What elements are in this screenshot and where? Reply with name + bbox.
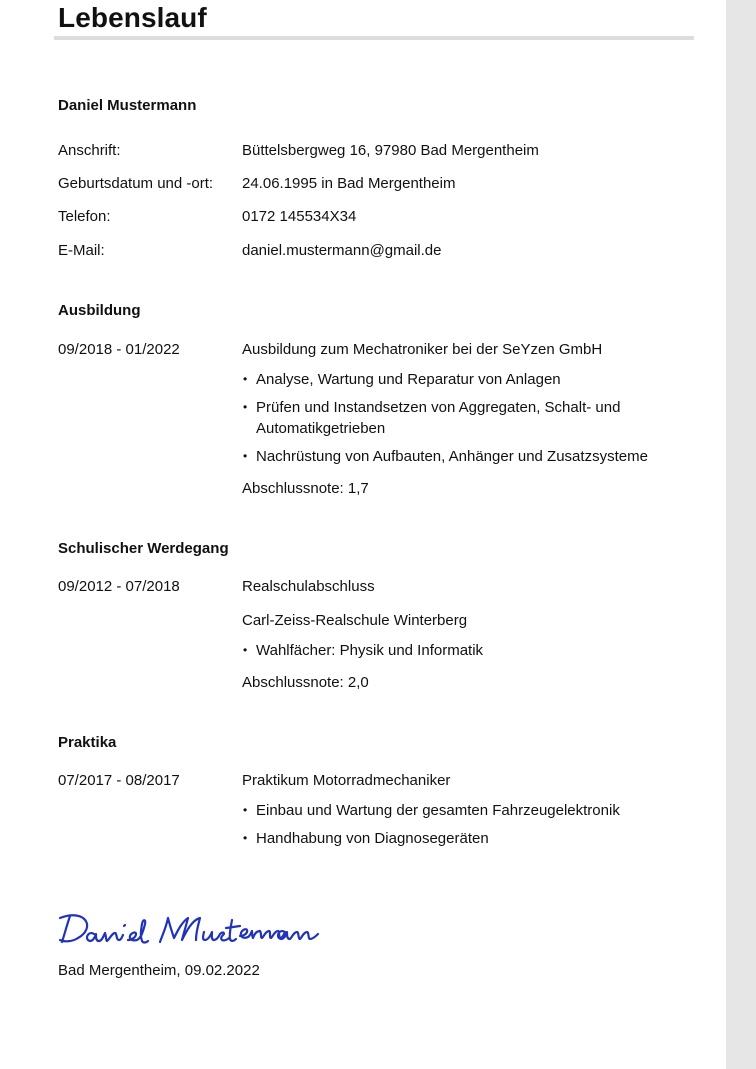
email-label: E-Mail: — [58, 242, 105, 259]
place-date: Bad Mergentheim, 09.02.2022 — [58, 962, 260, 979]
section-heading-praktika: Praktika — [58, 734, 117, 751]
birth-label: Geburtsdatum und -ort: — [58, 175, 214, 192]
praktika-date: 07/2017 - 08/2017 — [58, 772, 180, 789]
schule-note: Abschlussnote: 2,0 — [242, 674, 369, 691]
section-heading-ausbildung: Ausbildung — [58, 302, 141, 319]
schule-title: Realschulabschluss — [242, 578, 375, 595]
ausbildung-title: Ausbildung zum Mechatroniker bei der SeYzen GmbH — [242, 341, 603, 358]
email-value: daniel.mustermann@gmail.de — [242, 242, 442, 259]
schule-bullets — [242, 640, 682, 668]
ausbildung-bullets — [242, 369, 682, 474]
list-item: • Nachrüstung von Aufbauten, Anhänger und Zusatzsysteme — [242, 446, 682, 467]
phone-value: 0172 145534X34 — [242, 208, 357, 225]
list-item: • Handhabung von Diagnosegeräten — [242, 828, 682, 849]
schule-date: 09/2012 - 07/2018 — [58, 578, 180, 595]
list-item: • Analyse, Wartung und Reparatur von Anlagen — [242, 369, 682, 390]
praktika-title: Praktikum Motorradmechaniker — [242, 772, 451, 789]
person-name: Daniel Mustermann — [58, 97, 197, 114]
list-item: • Wahlfächer: Physik und Informatik — [242, 640, 682, 661]
phone-label: Telefon: — [58, 208, 111, 225]
page-right-margin — [726, 0, 756, 1069]
handwritten-signature — [56, 898, 366, 958]
title-divider — [54, 36, 694, 40]
section-heading-schule: Schulischer Werdegang — [58, 540, 229, 557]
list-item: • Einbau und Wartung der gesamten Fahrzeugelektronik — [242, 800, 682, 821]
address-label: Anschrift: — [58, 142, 121, 159]
praktika-bullets — [242, 800, 682, 856]
ausbildung-note: Abschlussnote: 1,7 — [242, 480, 369, 497]
page-title: Lebenslauf — [58, 2, 207, 33]
address-value: Büttelsbergweg 16, 97980 Bad Mergentheim — [242, 142, 539, 159]
schule-name: Carl-Zeiss-Realschule Winterberg — [242, 612, 468, 629]
list-item: • Prüfen und Instandsetzen von Aggregaten, Schalt- und Automatikgetrieben — [242, 397, 682, 439]
birth-value: 24.06.1995 in Bad Mergentheim — [242, 175, 456, 192]
ausbildung-date: 09/2018 - 01/2022 — [58, 341, 180, 358]
